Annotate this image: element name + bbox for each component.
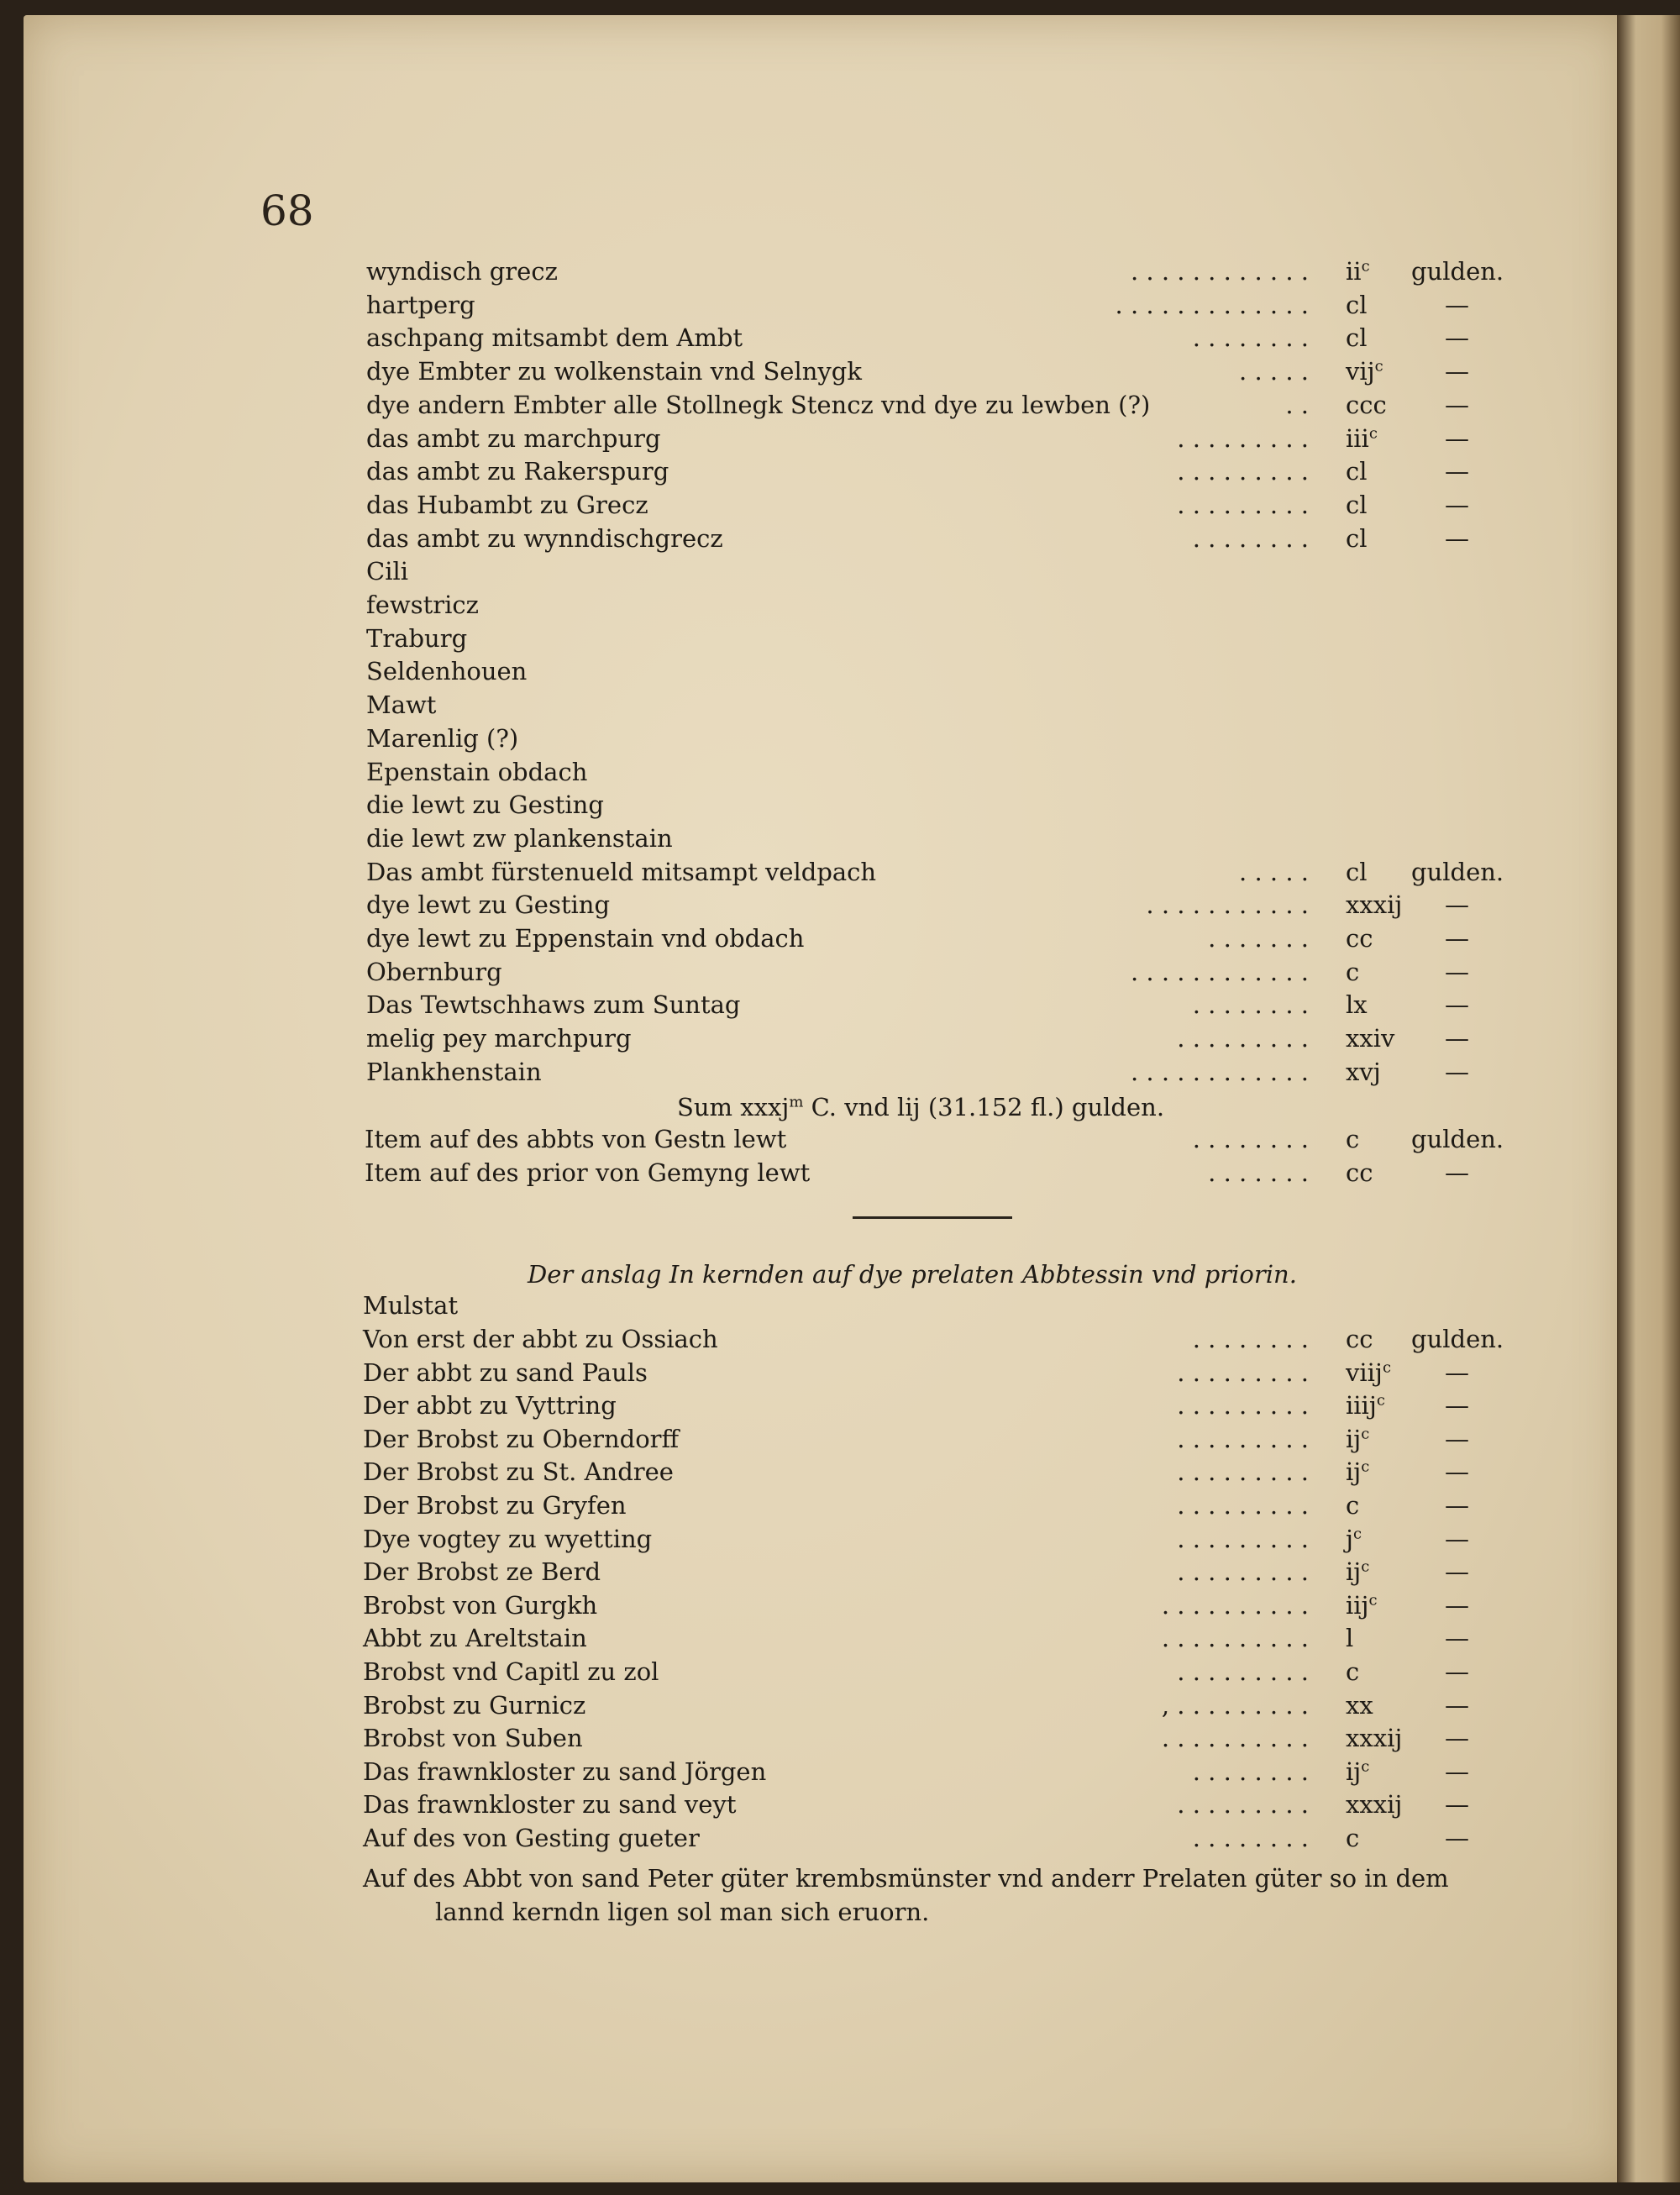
- entry-name: Dye vogtey zu wyetting: [363, 1524, 653, 1553]
- amount-value: [1346, 1491, 1359, 1520]
- dot-leader: . . . . . . . . .: [1177, 1491, 1309, 1520]
- amount-value: [1346, 391, 1387, 419]
- amount-superscript: c: [1353, 1524, 1362, 1542]
- amount-unit: —: [1445, 1491, 1469, 1520]
- entry-name: Der abbt zu sand Pauls: [363, 1357, 648, 1387]
- amount-value: [1346, 1325, 1373, 1353]
- amount-unit: —: [1445, 890, 1469, 920]
- dot-leader: . . . . . . . . .: [1177, 457, 1309, 486]
- amount-number: ccc: [1346, 390, 1387, 419]
- amount-value: [1346, 1125, 1359, 1153]
- amount-value: [1346, 1724, 1402, 1752]
- amount-value: [1346, 890, 1402, 919]
- entry-name: Marenlig (?): [366, 723, 519, 753]
- amount-unit: —: [1445, 1424, 1469, 1453]
- amount-number: c: [1346, 1491, 1360, 1520]
- amount-value: [1346, 1624, 1353, 1652]
- entry-name: Item auf des abbts von Gestn lewt: [365, 1125, 787, 1153]
- amount-value: [1346, 1691, 1373, 1720]
- entry-name: das ambt zu wynndischgrecz: [366, 523, 723, 553]
- amount-number: xxiv: [1346, 1024, 1395, 1053]
- amount-unit: —: [1445, 357, 1469, 386]
- entry-name: die lewt zu Gesting: [366, 790, 604, 820]
- dot-leader: . . . . . . . . . .: [1161, 1590, 1309, 1620]
- entry-name: Plankhenstain: [366, 1057, 542, 1086]
- amount-unit: —: [1445, 1158, 1469, 1187]
- section-heading: Der anslag In kernden auf dye prelaten Abbtessin vnd priorin.: [528, 1260, 1297, 1289]
- dot-leader: . .: [1285, 390, 1309, 419]
- amount-number: cl: [1346, 457, 1368, 486]
- amount-superscript: c: [1376, 1391, 1385, 1410]
- amount-value: [1346, 990, 1368, 1019]
- entry-name: Das ambt fürstenueld mitsampt veldpach: [366, 857, 877, 886]
- amount-number: ij: [1346, 1457, 1362, 1487]
- amount-unit: —: [1445, 1824, 1469, 1852]
- amount-value: [1346, 1158, 1373, 1187]
- dot-leader: . . . . . . . .: [1192, 1325, 1309, 1353]
- amount-value: [1346, 291, 1368, 319]
- entry-name: das Hubambt zu Grecz: [366, 490, 648, 519]
- amount-unit: —: [1445, 1557, 1469, 1587]
- entry-name: hartperg: [366, 290, 475, 319]
- dot-leader: . . . . . . . . .: [1177, 1524, 1309, 1553]
- amount-unit: —: [1445, 1724, 1469, 1753]
- amount-number: cl: [1346, 857, 1368, 886]
- amount-number: j: [1346, 1524, 1353, 1553]
- entry-name: Der Brobst zu St. Andree: [363, 1457, 674, 1487]
- amount-unit: —: [1445, 1024, 1469, 1053]
- amount-number: ii: [1346, 257, 1362, 286]
- page-number: 68: [260, 186, 314, 235]
- entry-name: Cili: [366, 557, 409, 586]
- amount-unit: —: [1445, 990, 1469, 1020]
- amount-value: [1346, 958, 1359, 986]
- amount-unit: —: [1445, 1657, 1469, 1686]
- amount-superscript: c: [1361, 1425, 1370, 1443]
- amount-value: [1346, 858, 1368, 886]
- amount-unit: —: [1445, 1391, 1469, 1420]
- entry-name: das ambt zu marchpurg: [366, 423, 661, 453]
- amount-value: [1346, 323, 1368, 352]
- dot-leader: . . . . . . . . .: [1177, 1024, 1309, 1053]
- entry-name: die lewt zw plankenstain: [366, 823, 673, 853]
- amount-value: [1346, 1824, 1359, 1852]
- dot-leader: . . . . . . . . .: [1177, 1357, 1309, 1387]
- dot-leader: . . . . . . . . .: [1177, 1557, 1309, 1587]
- sum-line-text: Sum xxxj: [677, 1093, 790, 1121]
- amount-value: [1346, 491, 1368, 519]
- entry-name: Von erst der abbt zu Ossiach: [363, 1325, 718, 1353]
- entry-name: Das frawnkloster zu sand veyt: [363, 1790, 737, 1820]
- closing-paragraph-line-1: Auf des Abbt von sand Peter güter krembsmünster vnd anderr Prelaten güter so in dem: [363, 1864, 1449, 1893]
- dot-leader: . . . . . . . .: [1192, 1757, 1309, 1786]
- amount-value: [1346, 1058, 1381, 1086]
- entry-name: dye andern Embter alle Stollnegk Stencz vnd dye zu lewben (?): [366, 390, 1151, 419]
- entry-name: Der Brobst ze Berd: [363, 1557, 601, 1587]
- amount-value: [1346, 457, 1368, 486]
- dot-leader: . . . . . . . . .: [1177, 1391, 1309, 1420]
- entry-name: dye Embter zu wolkenstain vnd Selnygk: [366, 357, 862, 386]
- entry-name: das ambt zu Rakerspurg: [366, 457, 669, 486]
- amount-superscript: c: [1368, 423, 1378, 442]
- dot-leader: . . . . . . . .: [1192, 323, 1309, 353]
- dot-leader: . . . . .: [1239, 857, 1309, 886]
- amount-value: [1346, 1425, 1369, 1453]
- dot-leader: . . . . . . . . . . .: [1146, 890, 1309, 920]
- amount-number: cl: [1346, 323, 1368, 353]
- amount-superscript: c: [1361, 257, 1370, 276]
- amount-unit: —: [1445, 323, 1469, 353]
- entry-name: Epenstain obdach: [366, 757, 588, 786]
- entry-name: Das Tewtschhaws zum Suntag: [366, 990, 741, 1020]
- dot-leader: . . . . . . . . . .: [1161, 1724, 1309, 1753]
- entry-name: Obernburg: [366, 957, 502, 986]
- amount-value: [1346, 1391, 1385, 1420]
- entry-name: Seldenhouen: [366, 657, 528, 686]
- amount-superscript: c: [1374, 357, 1383, 375]
- amount-value: [1346, 1757, 1369, 1786]
- amount-number: viij: [1346, 1357, 1383, 1387]
- closing-paragraph-line-2: lannd kerndn ligen sol man sich eruorn.: [435, 1898, 930, 1926]
- entry-name: Traburg: [366, 623, 468, 653]
- amount-number: l: [1346, 1624, 1354, 1653]
- amount-number: ij: [1346, 1557, 1362, 1587]
- amount-number: cc: [1346, 1325, 1373, 1353]
- amount-number: iiij: [1346, 1391, 1377, 1420]
- amount-value: [1346, 1525, 1362, 1553]
- amount-value: [1346, 357, 1383, 386]
- amount-value: [1346, 1790, 1402, 1819]
- dot-leader: . . . . . . . .: [1192, 523, 1309, 553]
- amount-unit: —: [1445, 490, 1469, 519]
- amount-number: cl: [1346, 290, 1368, 319]
- dot-leader: . . . . . . . . . . . . .: [1115, 290, 1309, 319]
- amount-unit: —: [1445, 1357, 1469, 1387]
- entry-name: melig pey marchpurg: [366, 1024, 632, 1053]
- amount-value: [1346, 257, 1370, 286]
- amount-value: [1346, 1358, 1391, 1387]
- amount-number: lx: [1346, 990, 1368, 1020]
- entry-name: dye lewt zu Gesting: [366, 890, 611, 920]
- dot-leader: . . . . . . . .: [1192, 1824, 1309, 1852]
- amount-superscript: c: [1361, 1757, 1370, 1776]
- dot-leader: . . . . . . . . . . . .: [1130, 257, 1309, 286]
- dot-leader: . . . . .: [1239, 357, 1309, 386]
- entry-name: fewstricz: [366, 591, 479, 619]
- section-subtitle: Mulstat: [363, 1291, 459, 1320]
- amount-number: cc: [1346, 1158, 1373, 1187]
- amount-number: cc: [1346, 924, 1373, 953]
- amount-number: ij: [1346, 1757, 1362, 1786]
- entry-name: dye lewt zu Eppenstain vnd obdach: [366, 924, 805, 953]
- amount-unit: —: [1445, 423, 1469, 453]
- entry-name: Brobst von Suben: [363, 1724, 583, 1753]
- amount-value: [1346, 424, 1378, 453]
- amount-number: c: [1346, 957, 1360, 986]
- amount-value: [1346, 1457, 1369, 1486]
- amount-number: cl: [1346, 523, 1368, 553]
- entry-name: Auf des von Gesting gueter: [363, 1824, 700, 1852]
- amount-unit: —: [1445, 1690, 1469, 1720]
- amount-unit: —: [1445, 1624, 1469, 1653]
- amount-superscript: c: [1361, 1457, 1370, 1476]
- amount-value: [1346, 1024, 1394, 1053]
- dot-leader: . . . . . . . . .: [1177, 423, 1309, 453]
- dot-leader: . . . . . . . . . . . .: [1130, 957, 1309, 986]
- dot-leader: . . . . . . . .: [1192, 990, 1309, 1020]
- dot-leader: . . . . . . .: [1208, 1158, 1309, 1187]
- amount-number: c: [1346, 1824, 1360, 1852]
- dot-leader: . . . . . . . . .: [1177, 1457, 1309, 1487]
- amount-number: xxxij: [1346, 1724, 1403, 1753]
- amount-value: [1346, 1557, 1369, 1586]
- entry-name: Mawt: [366, 691, 437, 720]
- amount-number: xxxij: [1346, 890, 1403, 920]
- amount-unit: —: [1445, 457, 1469, 486]
- sum-line-total: C. vnd lij (31.152 fl.) gulden.: [803, 1093, 1165, 1121]
- amount-number: c: [1346, 1657, 1360, 1686]
- amount-value: [1346, 1657, 1359, 1686]
- amount-number: ij: [1346, 1424, 1362, 1453]
- amount-number: cl: [1346, 490, 1368, 519]
- amount-unit: —: [1445, 1790, 1469, 1820]
- entry-name: Der Brobst zu Gryfen: [363, 1491, 627, 1520]
- book-gutter: [1617, 15, 1680, 2182]
- amount-unit: gulden.: [1411, 257, 1504, 286]
- amount-superscript: c: [1361, 1557, 1370, 1576]
- amount-number: xvj: [1346, 1057, 1381, 1086]
- entry-name: aschpang mitsambt dem Ambt: [366, 323, 743, 353]
- amount-unit: —: [1445, 957, 1469, 986]
- entry-name: Brobst von Gurgkh: [363, 1590, 598, 1620]
- entry-name: Das frawnkloster zu sand Jörgen: [363, 1757, 767, 1786]
- amount-value: [1346, 1591, 1378, 1620]
- sum-line-superscript: m: [789, 1093, 804, 1111]
- amount-number: xx: [1346, 1690, 1373, 1720]
- dot-leader: . . . . . . . . .: [1177, 1790, 1309, 1820]
- amount-unit: gulden.: [1411, 857, 1504, 886]
- entry-name: wyndisch grecz: [366, 257, 558, 286]
- amount-superscript: c: [1368, 1591, 1378, 1609]
- amount-unit: gulden.: [1411, 1325, 1504, 1353]
- amount-unit: —: [1445, 290, 1469, 319]
- dot-leader: . . . . . . . . .: [1177, 1657, 1309, 1686]
- entry-name: Der abbt zu Vyttring: [363, 1391, 617, 1420]
- entry-name: Der Brobst zu Oberndorff: [363, 1424, 680, 1453]
- dot-leader: , . . . . . . . . .: [1161, 1690, 1309, 1720]
- amount-unit: —: [1445, 924, 1469, 953]
- dot-leader: . . . . . . . . .: [1177, 490, 1309, 519]
- amount-number: iij: [1346, 1590, 1369, 1620]
- dot-leader: . . . . . . . . . . . .: [1130, 1057, 1309, 1086]
- sum-line: [677, 1093, 1164, 1121]
- section-divider-rule: [853, 1216, 1012, 1219]
- amount-unit: gulden.: [1411, 1125, 1504, 1153]
- amount-value: [1346, 524, 1368, 553]
- entry-name: Item auf des prior von Gemyng lewt: [365, 1158, 811, 1187]
- dot-leader: . . . . . . . .: [1192, 1125, 1309, 1153]
- amount-unit: —: [1445, 1457, 1469, 1487]
- dot-leader: . . . . . . . . .: [1177, 1424, 1309, 1453]
- amount-number: xxxij: [1346, 1790, 1403, 1820]
- entry-name: Brobst zu Gurnicz: [363, 1690, 586, 1720]
- amount-unit: —: [1445, 390, 1469, 419]
- amount-number: c: [1346, 1125, 1360, 1153]
- amount-number: vij: [1346, 357, 1375, 386]
- amount-superscript: c: [1382, 1357, 1392, 1376]
- amount-unit: —: [1445, 523, 1469, 553]
- entry-name: Brobst vnd Capitl zu zol: [363, 1657, 659, 1686]
- amount-unit: —: [1445, 1057, 1469, 1086]
- entry-name: Abbt zu Areltstain: [363, 1624, 587, 1653]
- amount-number: iii: [1346, 423, 1369, 453]
- dot-leader: . . . . . . . . . .: [1161, 1624, 1309, 1653]
- amount-unit: —: [1445, 1524, 1469, 1553]
- amount-value: [1346, 924, 1373, 953]
- dot-leader: . . . . . . .: [1208, 924, 1309, 953]
- amount-unit: —: [1445, 1590, 1469, 1620]
- amount-unit: —: [1445, 1757, 1469, 1786]
